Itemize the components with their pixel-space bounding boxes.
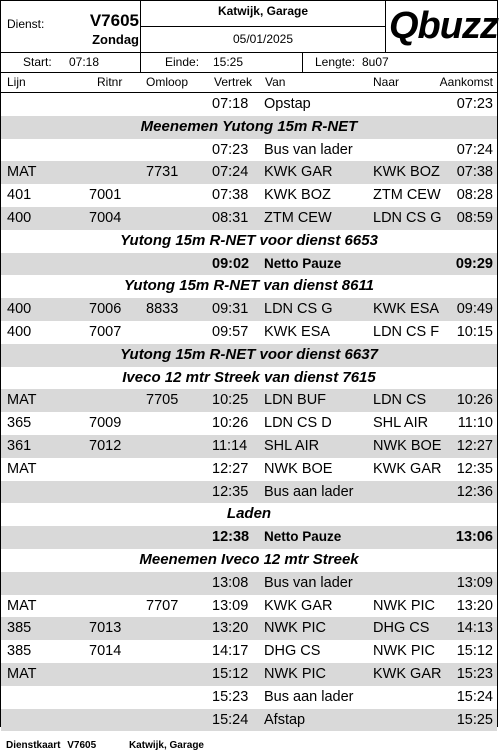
cell-ritnr: 7007 bbox=[89, 323, 122, 340]
section-row bbox=[1, 344, 497, 367]
cell-vertrek: 08:31 bbox=[212, 209, 249, 226]
header bbox=[1, 1, 497, 53]
dienst-cell bbox=[1, 1, 141, 53]
dienst-number: V7605 bbox=[89, 11, 139, 30]
cell-van: Netto Pauze bbox=[264, 255, 342, 271]
cell-aankomst: 11:10 bbox=[457, 415, 493, 432]
section-row bbox=[1, 275, 497, 298]
einde-label: Einde: bbox=[165, 55, 200, 69]
cell-aankomst: 10:26 bbox=[456, 392, 493, 409]
table-row bbox=[1, 139, 497, 162]
dienst-day: Zondag bbox=[92, 32, 139, 47]
cell-aankomst: 08:59 bbox=[456, 209, 493, 226]
cell-vertrek: 09:02 bbox=[212, 255, 250, 272]
cell-van: Bus aan lader bbox=[264, 688, 354, 705]
cell-aankomst: 15:24 bbox=[456, 688, 493, 705]
table-row bbox=[1, 572, 497, 595]
lengte-value: 8u07 bbox=[362, 55, 389, 69]
cell-lijn: 365 bbox=[7, 415, 32, 432]
cell-aankomst: 12:27 bbox=[456, 437, 493, 454]
section-title: Meenemen Yutong 15m R-NET bbox=[140, 117, 358, 135]
cell-van: NWK PIC bbox=[264, 620, 327, 637]
cell-van: ZTM CEW bbox=[264, 209, 332, 226]
cell-ritnr: 7004 bbox=[89, 209, 122, 226]
cell-naar: NWK PIC bbox=[373, 597, 436, 614]
cell-vertrek: 15:23 bbox=[212, 688, 249, 705]
col-vertrek: Vertrek bbox=[214, 75, 253, 89]
footer-dienst: V7605 bbox=[67, 740, 97, 751]
cell-ritnr: 7006 bbox=[89, 301, 122, 318]
section-title: Yutong 15m R-NET van dienst 8611 bbox=[123, 277, 375, 295]
column-header bbox=[1, 73, 497, 93]
table-row bbox=[1, 321, 497, 344]
dienst-label: Dienst: bbox=[7, 17, 45, 31]
table-row bbox=[1, 709, 497, 732]
col-ritnr: Ritnr bbox=[97, 75, 123, 89]
cell-vertrek: 07:24 bbox=[212, 164, 249, 181]
cell-van: KWK BOZ bbox=[264, 187, 331, 204]
shift-info-row bbox=[1, 53, 497, 73]
cell-van: Opstap bbox=[264, 96, 311, 112]
cell-vertrek: 10:25 bbox=[212, 392, 249, 409]
footer bbox=[6, 740, 234, 751]
cell-lijn: 385 bbox=[7, 620, 32, 637]
table-row bbox=[1, 184, 497, 207]
cell-vertrek: 11:14 bbox=[212, 437, 248, 454]
section-row bbox=[1, 503, 497, 526]
lengte-label: Lengte: bbox=[315, 55, 356, 69]
section-title: Yutong 15m R-NET voor dienst 6637 bbox=[120, 345, 378, 363]
section-row bbox=[1, 230, 497, 253]
cell-van: NWK PIC bbox=[264, 665, 327, 682]
cell-naar: LDN CS F bbox=[373, 323, 440, 340]
table-row bbox=[1, 640, 497, 663]
location: Katwijk, Garage bbox=[217, 4, 309, 18]
cell-van: LDN CS D bbox=[264, 415, 332, 432]
cell-van: Bus van lader bbox=[264, 574, 353, 591]
cell-vertrek: 07:38 bbox=[212, 187, 249, 204]
cell-vertrek: 15:24 bbox=[212, 711, 249, 728]
table-row bbox=[1, 663, 497, 686]
cell-van: LDN CS G bbox=[264, 301, 333, 318]
table-row bbox=[1, 412, 497, 435]
cell-aankomst: 09:49 bbox=[456, 301, 493, 318]
cell-naar: KWK GAR bbox=[373, 460, 442, 477]
table-row bbox=[1, 617, 497, 640]
pauze-row bbox=[1, 526, 497, 549]
table-row bbox=[1, 207, 497, 230]
col-omloop: Omloop bbox=[146, 75, 189, 89]
cell-van: SHL AIR bbox=[264, 437, 320, 454]
cell-omloop: 8833 bbox=[146, 301, 179, 318]
cell-lijn: 400 bbox=[7, 323, 32, 340]
cell-naar: LDN CS bbox=[373, 392, 427, 409]
lengte-cell bbox=[303, 53, 497, 72]
start-value: 07:18 bbox=[69, 55, 100, 69]
footer-location: Katwijk, Garage bbox=[128, 740, 204, 751]
schedule-table bbox=[1, 93, 497, 731]
cell-van: LDN BUF bbox=[264, 392, 327, 409]
cell-aankomst: 10:15 bbox=[456, 323, 493, 340]
cell-lijn: MAT bbox=[7, 665, 37, 682]
table-row bbox=[1, 389, 497, 412]
cell-aankomst: 13:20 bbox=[456, 597, 493, 614]
cell-van: Afstap bbox=[264, 711, 306, 728]
cell-van: Netto Pauze bbox=[264, 529, 342, 545]
cell-aankomst: 07:38 bbox=[456, 164, 493, 181]
cell-omloop: 7731 bbox=[146, 164, 179, 181]
cell-aankomst: 15:12 bbox=[456, 643, 493, 660]
cell-van: KWK GAR bbox=[264, 597, 333, 614]
pauze-row bbox=[1, 253, 497, 276]
cell-aankomst: 14:13 bbox=[456, 620, 493, 637]
cell-vertrek: 14:17 bbox=[212, 643, 249, 660]
cell-naar: LDN CS G bbox=[373, 209, 442, 226]
table-row bbox=[1, 458, 497, 481]
table-row bbox=[1, 161, 497, 184]
cell-aankomst: 08:28 bbox=[456, 187, 493, 204]
cell-naar: NWK PIC bbox=[373, 643, 436, 660]
cell-ritnr: 7014 bbox=[89, 643, 122, 660]
cell-van: Bus van lader bbox=[264, 141, 353, 158]
cell-vertrek: 13:20 bbox=[212, 620, 249, 637]
cell-aankomst: 13:06 bbox=[455, 529, 493, 546]
date-cell bbox=[141, 27, 386, 53]
section-row bbox=[1, 549, 497, 572]
cell-naar: SHL AIR bbox=[373, 415, 429, 432]
cell-omloop: 7707 bbox=[146, 597, 179, 614]
date: 05/01/2025 bbox=[232, 32, 294, 46]
cell-vertrek: 07:23 bbox=[212, 141, 249, 158]
cell-lijn: MAT bbox=[7, 597, 37, 614]
start-cell bbox=[1, 53, 141, 72]
qbuzz-logo: Qbuzz bbox=[389, 5, 498, 47]
table-row bbox=[1, 595, 497, 618]
cell-van: NWK BOE bbox=[264, 460, 333, 477]
cell-ritnr: 7012 bbox=[89, 437, 122, 454]
cell-aankomst: 07:24 bbox=[456, 141, 493, 158]
cell-van: DHG CS bbox=[264, 643, 321, 660]
cell-ritnr: 7009 bbox=[89, 415, 122, 432]
table-row bbox=[1, 481, 497, 504]
location-cell bbox=[141, 1, 386, 27]
table-row bbox=[1, 435, 497, 458]
cell-naar: KWK BOZ bbox=[373, 164, 440, 181]
col-lijn: Lijn bbox=[7, 75, 26, 89]
section-title: Yutong 15m R-NET voor dienst 6653 bbox=[120, 231, 378, 249]
cell-vertrek: 09:31 bbox=[212, 301, 249, 318]
cell-naar: KWK ESA bbox=[373, 301, 440, 318]
section-title: Iveco 12 mtr Streek van dienst 7615 bbox=[122, 368, 376, 386]
cell-van: KWK ESA bbox=[264, 323, 331, 340]
cell-naar: KWK GAR bbox=[373, 665, 442, 682]
einde-cell bbox=[141, 53, 303, 72]
start-label: Start: bbox=[23, 55, 52, 69]
cell-vertrek: 07:18 bbox=[212, 96, 249, 112]
cell-ritnr: 7001 bbox=[89, 187, 122, 204]
cell-aankomst: 09:29 bbox=[455, 255, 493, 272]
cell-lijn: 400 bbox=[7, 209, 32, 226]
cell-aankomst: 07:23 bbox=[456, 96, 493, 112]
cell-aankomst: 13:09 bbox=[456, 574, 493, 591]
cell-vertrek: 09:57 bbox=[212, 323, 249, 340]
cell-lijn: MAT bbox=[7, 164, 37, 181]
cell-naar: DHG CS bbox=[373, 620, 430, 637]
section-title: Meenemen Iveco 12 mtr Streek bbox=[139, 550, 359, 568]
cell-naar: NWK BOE bbox=[373, 437, 442, 454]
cell-vertrek: 13:08 bbox=[212, 574, 249, 591]
cell-aankomst: 15:25 bbox=[456, 711, 493, 728]
cell-vertrek: 13:09 bbox=[212, 597, 249, 614]
col-aankomst: Aankomst bbox=[439, 75, 493, 89]
section-title: Laden bbox=[226, 505, 272, 523]
footer-label: Dienstkaart bbox=[6, 740, 61, 751]
cell-naar: ZTM CEW bbox=[373, 187, 441, 204]
cell-aankomst: 12:35 bbox=[456, 460, 493, 477]
cell-lijn: 400 bbox=[7, 301, 32, 318]
cell-van: KWK GAR bbox=[264, 164, 333, 181]
cell-vertrek: 10:26 bbox=[212, 415, 249, 432]
cell-aankomst: 12:36 bbox=[456, 483, 493, 500]
cell-lijn: 401 bbox=[7, 187, 32, 204]
col-van: Van bbox=[265, 75, 286, 89]
section-row bbox=[1, 367, 497, 390]
cell-vertrek: 12:35 bbox=[212, 483, 249, 500]
cell-lijn: 385 bbox=[7, 643, 32, 660]
cell-aankomst: 15:23 bbox=[456, 665, 493, 682]
cell-lijn: 361 bbox=[7, 437, 32, 454]
cell-vertrek: 15:12 bbox=[212, 665, 249, 682]
cell-lijn: MAT bbox=[7, 460, 37, 477]
cell-ritnr: 7013 bbox=[89, 620, 122, 637]
cell-lijn: MAT bbox=[7, 392, 37, 409]
einde-value: 15:25 bbox=[213, 55, 244, 69]
cell-omloop: 7705 bbox=[146, 392, 179, 409]
table-row bbox=[1, 93, 497, 116]
table-row bbox=[1, 298, 497, 321]
cell-vertrek: 12:38 bbox=[212, 529, 250, 546]
cell-vertrek: 12:27 bbox=[212, 460, 249, 477]
col-naar: Naar bbox=[373, 75, 400, 89]
cell-van: Bus aan lader bbox=[264, 483, 354, 500]
table-row bbox=[1, 686, 497, 709]
section-row bbox=[1, 116, 497, 139]
